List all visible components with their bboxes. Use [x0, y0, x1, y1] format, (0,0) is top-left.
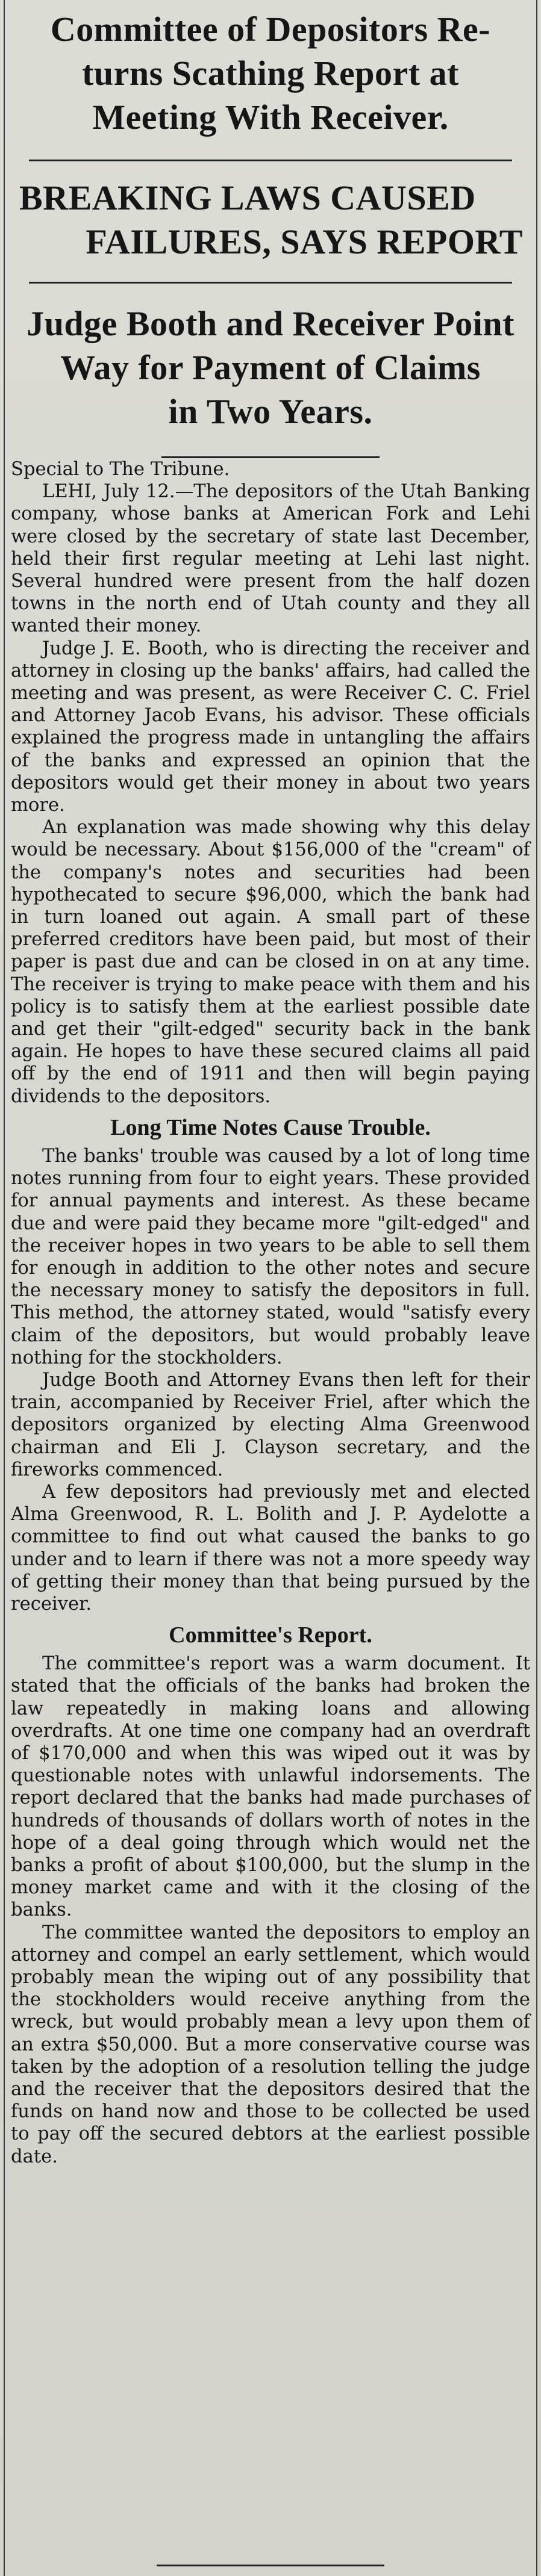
headline-2-line-1: BREAKING LAWS CAUSED: [19, 178, 476, 217]
headline-1-line-3: Meeting With Receiver.: [92, 98, 449, 137]
article-body: [11, 458, 530, 2168]
subhead-long-time-notes: Long Time Notes Cause Trouble.: [110, 1114, 431, 1140]
paragraph: The banks' trouble was caused by a lot of long time notes running from four to eight years. These provided for annual payments and interest. As these became due and were paid they became more "gilt-edged" and the receiver hopes in two years to be able to sell them for enough in addition to the other notes and secure the necessary money to satisfy the depositors in full. This method, the attorney stated, would "satisfy every claim of the depositors, but would probably leave nothing for the stockholders.: [11, 1145, 530, 1368]
paragraph: Judge J. E. Booth, who is directing the receiver and attorney in closing up the banks' affairs, had called the meeting and was present, as were Receiver C. C. Friel and Attorney Jacob Evans, his advisor. These officials explained the progress made in untangling the affairs of the banks and expressed an opinion that the depositors would get their money in about two years more.: [11, 638, 530, 816]
paragraph: Judge Booth and Attorney Evans then left for their train, accompanied by Receiver Friel, after which the depositors organized by electing Alma Greenwood chairman and Eli J. Clayson secretary, and the fireworks commenced.: [11, 1369, 530, 1480]
headline-3-line-3: in Two Years.: [168, 392, 373, 431]
paragraph: The committee wanted the depositors to employ an attorney and compel an early settlement, which would probably mean the wiping out of any possibility that the stockholders would receive anything from the wreck, but would probably mean a levy upon them of an extra $50,000. But a more conservative course was taken by the adoption of a resolution telling the judge and the receiver that the depositors desired that the funds on hand now and those to be collected be used to pay off the secured debtors at the earliest possible date.: [11, 1922, 530, 2167]
headline-2-line-2: FAILURES, SAYS REPORT: [86, 222, 523, 261]
headline-3-line-1: Judge Booth and Receiver Point: [27, 304, 514, 343]
headline-deck-1: [11, 6, 530, 147]
end-rule: [157, 2565, 384, 2566]
paragraph-dateline: LEHI, July 12.—The depositors of the Utah Banking company, whose banks at American Fork and Lehi were closed by the secretary of state last December, held their first regular meeting at Lehi last night. Several hundred were present from the half dozen towns in the north end of Utah county and they all wanted their money.: [11, 481, 530, 637]
paragraph: An explanation was made showing why this delay would be necessary. About $156,000 of the "cream" of the company's notes and securities had been hypothecated to secure $96,000, which the bank had in turn loaned out again. A small part of these preferred creditors have been paid, but most of their paper is past due and can be closed in on at any time. The receiver is trying to make peace with them and his policy is to satisfy them at the earliest possible date and get their "gilt-edged" security back in the bank again. He hopes to have these secured claims all paid off by the end of 1911 and then will begin paying dividends to the depositors.: [11, 817, 530, 1107]
headline-1-line-2: turns Scathing Report at: [82, 54, 459, 93]
headline-deck-2: [11, 161, 530, 270]
paragraph: The committee's report was a warm document. It stated that the officials of the banks had broken the law repeatedly in making loans and allowing overdrafts. At one time one company had an overdraft of $170,000 and when this was wiped out it was by questionable notes with unlawful indorsements. The report declared that the banks had made purchases of hundreds of thousands of dollars worth of notes in the hope of a deal going through which would net the banks a profit of about $100,000, but the slump in the money market came and with it the closing of the banks.: [11, 1653, 530, 1921]
headline-deck-3: [11, 284, 530, 441]
headline-3-line-2: Way for Payment of Claims: [60, 348, 481, 387]
paragraph: A few depositors had previously met and elected Alma Greenwood, R. L. Bolith and J. P. Aydelotte a committee to find out what caused the banks to go under and to learn if there was not a more speedy way of getting their money than that being pursued by the receiver.: [11, 1481, 530, 1615]
subhead-committees-report: Committee's Report.: [169, 1622, 372, 1648]
headline-1-line-1: Committee of Depositors Re-: [50, 10, 491, 49]
special-credit: Special to The Tribune.: [11, 459, 230, 480]
